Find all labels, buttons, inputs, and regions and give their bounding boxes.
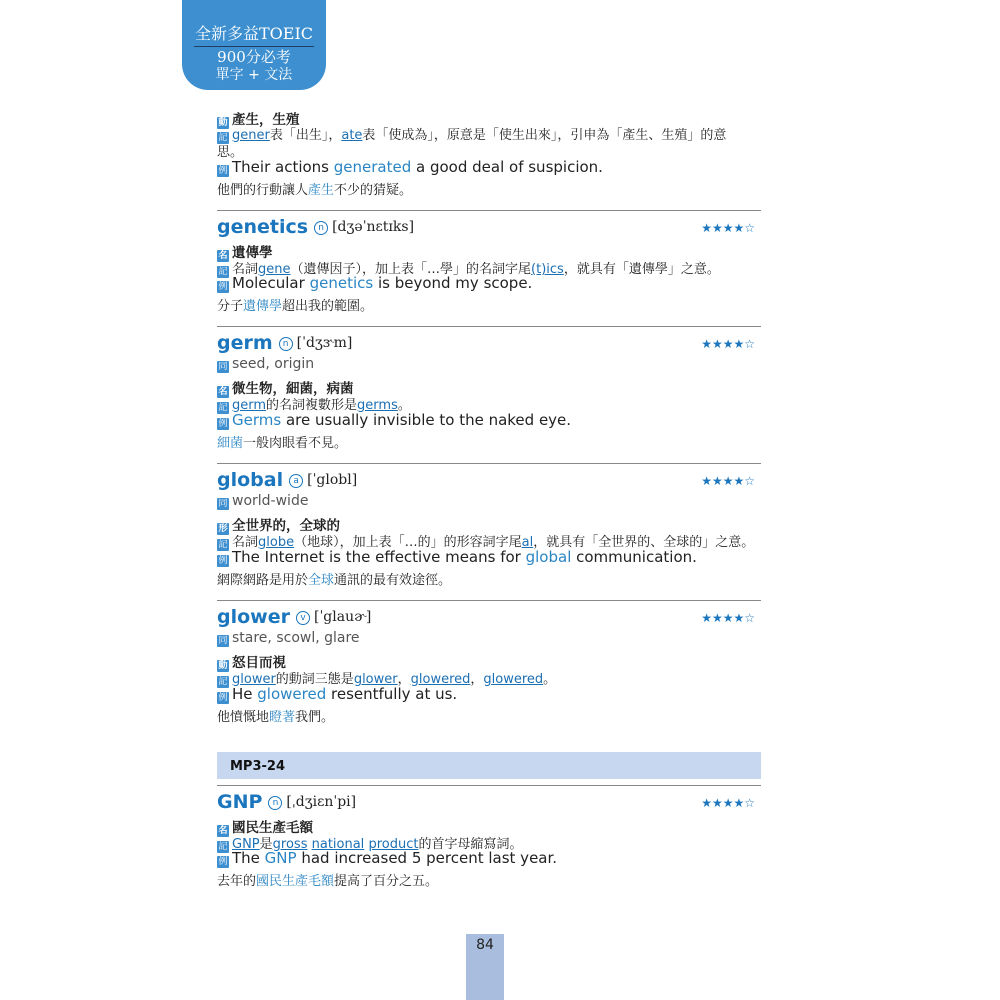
mnemonic-line <box>217 124 726 144</box>
tense-link[interactable]: glower <box>353 672 398 687</box>
example-marker: 例 <box>218 693 228 703</box>
root-link[interactable]: germ <box>232 398 267 413</box>
mnemonic-text: （地球），加上表「…的」的形容詞字尾 <box>294 535 522 550</box>
translation-text: 一般肉眼看不見。 <box>243 436 348 451</box>
example-en <box>217 274 532 293</box>
example-marker: 例 <box>218 166 228 176</box>
translation-text: 去年的 <box>217 874 257 889</box>
word-link[interactable]: gross <box>272 837 308 852</box>
translation-highlight: 全球 <box>308 573 335 588</box>
part-of-speech: a <box>289 474 303 488</box>
definition-text: 全世界的，全球的 <box>232 518 340 534</box>
example-marker: 例 <box>218 419 228 429</box>
example-zh <box>217 569 451 588</box>
word-link[interactable]: product <box>368 837 419 852</box>
example-text: He <box>232 685 258 703</box>
rating-stars: ★★★★☆ <box>701 611 755 625</box>
verb-marker: 動 <box>218 118 228 128</box>
example-en <box>217 411 571 430</box>
suffix-link[interactable]: ate <box>341 128 363 143</box>
example-text: communication. <box>571 548 697 566</box>
example-text: The Internet is the effective means for <box>232 548 526 566</box>
page-number: 84 <box>466 934 504 1000</box>
definition-text: 產生，生殖 <box>232 112 300 128</box>
tab-title-line3: 單字 + 文法 <box>215 67 293 83</box>
pronunciation: [ˌdʒiɛnˈpi] <box>286 794 357 810</box>
example-marker: 例 <box>218 857 228 867</box>
example-highlight: GNP <box>264 849 297 867</box>
noun-marker: 名 <box>218 387 228 397</box>
tab-title-zh: 全新多益 <box>194 24 259 43</box>
tab-must: 分必考 <box>245 48 291 66</box>
noun-marker: 名 <box>218 826 228 836</box>
mp3-track-banner[interactable]: MP3-24 <box>217 752 761 779</box>
example-en <box>217 548 697 567</box>
entry-headword <box>217 469 357 491</box>
translation-text: 提高了百分之五。 <box>334 874 439 889</box>
mnemonic-text: 名詞 <box>232 535 259 550</box>
tab-score: 900 <box>217 48 246 66</box>
root-link[interactable]: globe <box>258 535 295 550</box>
example-highlight: genetics <box>309 274 374 292</box>
synonym-line <box>217 493 308 510</box>
pronunciation: [dʒəˈnɛtɪks] <box>332 219 415 235</box>
example-text: The <box>232 849 265 867</box>
rating-stars: ★★★★☆ <box>701 796 755 810</box>
tab-title-en: TOEIC <box>258 24 314 43</box>
example-zh <box>217 870 438 889</box>
synonym-line <box>217 356 314 373</box>
mnemonic-text: （遺傳因子），加上表「…學」的名詞字尾 <box>290 262 532 277</box>
translation-text: 不少的猜疑。 <box>334 183 413 198</box>
mnemonic-text: 的名詞複數形是 <box>266 398 358 413</box>
synonym-text: seed, origin <box>232 356 315 372</box>
synonym-marker: 同 <box>218 636 228 646</box>
example-marker: 例 <box>218 282 228 292</box>
mnemonic-text: 的動詞三態是 <box>275 672 354 687</box>
translation-highlight: 瞪著 <box>269 710 296 725</box>
synonym-line <box>217 630 360 647</box>
synonym-marker: 同 <box>218 362 228 372</box>
mnemonic-text: ，就具有「遺傳學」之意。 <box>563 262 720 277</box>
mnemonic-text: ， <box>397 672 411 687</box>
verb-marker: 動 <box>218 661 228 671</box>
mnemonic-text: 的首字母縮寫詞。 <box>418 837 523 852</box>
example-text: is beyond my scope. <box>373 274 533 292</box>
entry-headword <box>217 332 352 354</box>
headword: glower <box>217 606 290 628</box>
suffix-link[interactable]: al <box>521 535 534 550</box>
plural-link[interactable]: germs <box>357 398 398 413</box>
headword: genetics <box>217 216 309 238</box>
translation-text: 網際網路是用於 <box>217 573 309 588</box>
tab-rule <box>194 46 314 47</box>
headword: global <box>217 469 284 491</box>
part-of-speech: n <box>279 337 293 351</box>
translation-text: 通訊的最有效途徑。 <box>334 573 452 588</box>
part-of-speech: n <box>268 796 282 810</box>
pronunciation: [ˈglauɚ] <box>313 609 372 625</box>
pronunciation: [ˈglobl] <box>307 472 358 488</box>
example-marker: 例 <box>218 556 228 566</box>
pronunciation: [ˈdʒɝm] <box>296 335 353 351</box>
suffix-link[interactable]: ics <box>546 262 564 277</box>
definition-text: 遺傳學 <box>232 245 273 261</box>
example-en <box>217 158 603 177</box>
entry-divider <box>217 210 761 211</box>
translation-text: 他們的行動讓人 <box>217 183 309 198</box>
example-highlight: Germs <box>232 411 282 429</box>
tense-link[interactable]: glowered <box>483 672 544 687</box>
example-text: resentfully at us. <box>326 685 458 703</box>
example-highlight: global <box>525 548 572 566</box>
mnemonic-marker: 記 <box>218 677 228 687</box>
root-link[interactable]: gene <box>258 262 291 277</box>
rating-stars: ★★★★☆ <box>701 337 755 351</box>
entry-divider <box>217 326 761 327</box>
translation-text: 分子 <box>217 299 244 314</box>
mnemonic-text: ， <box>470 672 484 687</box>
adjective-marker: 形 <box>218 524 228 534</box>
mnemonic-text: 。 <box>543 672 557 687</box>
mnemonic-text: 表「出生」， <box>269 128 342 143</box>
mnemonic-text: 是 <box>259 837 273 852</box>
example-zh <box>217 179 412 198</box>
mnemonic-text: 名詞 <box>232 262 259 277</box>
part-of-speech: n <box>314 221 328 235</box>
example-en <box>217 849 557 868</box>
example-text: are usually invisible to the naked eye. <box>281 411 572 429</box>
tab-title-line1 <box>182 24 326 44</box>
mnemonic-marker: 記 <box>218 540 228 550</box>
translation-text: 我們。 <box>295 710 335 725</box>
rating-stars: ★★★★☆ <box>701 221 755 235</box>
entry-headword <box>217 216 414 238</box>
translation-text: 超出我的範圍。 <box>282 299 374 314</box>
example-highlight: generated <box>333 158 412 176</box>
suffix-link[interactable]: (t) <box>531 262 547 277</box>
mnemonic-line-2: 思。 <box>217 145 244 160</box>
mnemonic-marker: 記 <box>218 133 228 143</box>
example-zh <box>217 295 373 314</box>
translation-text: 他憤慨地 <box>217 710 270 725</box>
mnemonic-marker: 記 <box>218 842 228 852</box>
noun-marker: 名 <box>218 251 228 261</box>
entry-headword <box>217 791 356 813</box>
acronym-link[interactable]: GNP <box>232 837 260 852</box>
example-text: Their actions <box>232 158 334 176</box>
definition-text: 微生物，細菌，病菌 <box>232 381 354 397</box>
entry-divider <box>217 785 761 786</box>
tab-title-line2 <box>182 48 326 66</box>
definition-text: 國民生產毛額 <box>232 820 313 836</box>
book-title-tab <box>182 0 326 90</box>
mnemonic-text: ，就具有「全世界的、全球的」之意。 <box>533 535 755 550</box>
example-en <box>217 685 457 704</box>
mnemonic-marker: 記 <box>218 267 228 277</box>
word-link[interactable]: national <box>311 837 365 852</box>
tense-link[interactable]: glowered <box>410 672 471 687</box>
entry-divider <box>217 463 761 464</box>
example-text: a good deal of suspicion. <box>411 158 603 176</box>
translation-highlight: 國民生產毛額 <box>256 874 335 889</box>
entry-divider <box>217 600 761 601</box>
root-link[interactable]: glower <box>232 672 276 687</box>
rating-stars: ★★★★☆ <box>701 474 755 488</box>
part-of-speech: v <box>296 611 310 625</box>
entry-headword <box>217 606 371 628</box>
example-zh <box>217 706 334 725</box>
translation-highlight: 遺傳學 <box>243 299 283 314</box>
synonym-text: stare, scowl, glare <box>232 630 360 646</box>
root-link[interactable]: gener <box>232 128 270 143</box>
example-text: Molecular <box>232 274 310 292</box>
translation-highlight: 產生 <box>308 183 335 198</box>
mnemonic-text: 。 <box>397 398 411 413</box>
example-text: had increased 5 percent last year. <box>296 849 558 867</box>
mnemonic-marker: 記 <box>218 403 228 413</box>
example-zh <box>217 432 347 451</box>
translation-highlight: 細菌 <box>217 436 244 451</box>
synonym-marker: 同 <box>218 499 228 509</box>
mnemonic-text: 表「使成為」，原意是「使生出來」，引申為「產生、生殖」的意 <box>362 128 727 143</box>
headword: germ <box>217 332 273 354</box>
headword: GNP <box>217 791 263 813</box>
example-highlight: glowered <box>257 685 327 703</box>
definition-text: 怒目而視 <box>232 655 286 671</box>
synonym-text: world-wide <box>232 493 309 509</box>
